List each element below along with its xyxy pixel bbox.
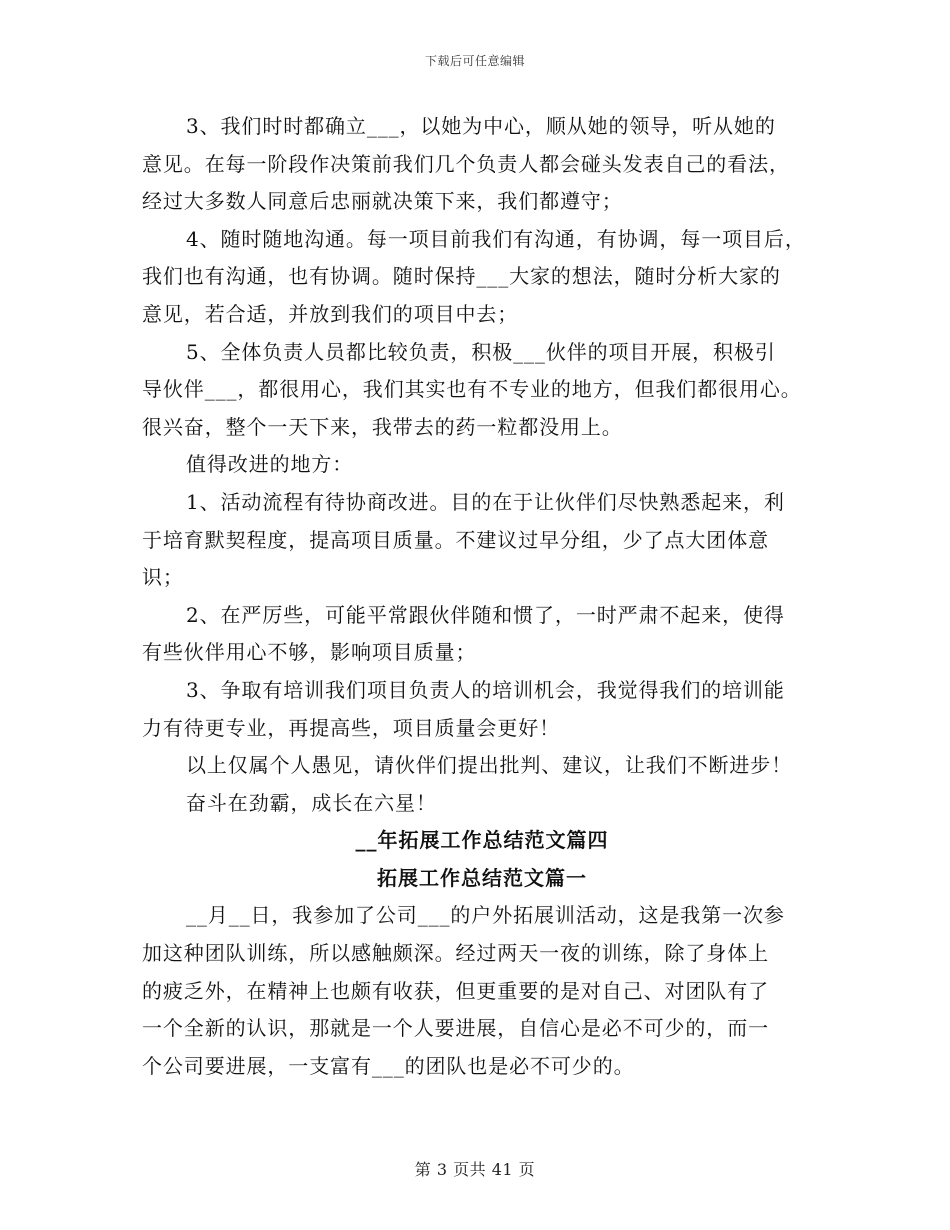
section-heading: __年拓展工作总结范文篇四 xyxy=(355,828,609,853)
text-line: 一个全新的认识，那就是一个人要进展，自信心是必不可少的，而一 xyxy=(142,1016,769,1041)
text-line: 奋斗在劲霸，成长在六星！ xyxy=(186,790,437,815)
text-line: 于培育默契程度，提高项目质量。不建议过早分组，少了点大团体意 xyxy=(142,527,769,552)
text-line: 导伙伴___，都很用心，我们其实也有不专业的地方，但我们都很用心。 xyxy=(142,377,802,402)
text-line: 经过大多数人同意后忠丽就决策下来，我们都遵守； xyxy=(142,189,623,214)
text-line: 个公司要进展，一支富有___的团队也是必不可少的。 xyxy=(142,1053,635,1078)
text-line: 5、全体负责人员都比较负责，积极___伙伴的项目开展，积极引 xyxy=(186,339,776,364)
text-line: 值得改进的地方： xyxy=(186,452,354,477)
text-line: 1、活动流程有待协商改进。目的在于让伙伴们尽快熟悉起来，利 xyxy=(186,489,785,514)
text-line: 意见，若合适，并放到我们的项目中去； xyxy=(142,301,519,326)
text-line: 识； xyxy=(142,565,184,590)
text-line: 3、我们时时都确立___，以她为中心，顺从她的领导，听从她的 xyxy=(186,114,776,138)
paragraph-block-1 xyxy=(142,108,822,822)
document-body xyxy=(142,108,822,1085)
text-line: 加这种团队训练，所以感触颇深。经过两天一夜的训练，除了身体上 xyxy=(142,941,769,966)
section-subheading: 拓展工作总结范文篇一 xyxy=(377,865,587,890)
text-line: 4、随时随地沟通。每一项目前我们有沟通，有协调，每一项目后， xyxy=(186,226,806,251)
text-line: 3、争取有培训我们项目负责人的培训机会，我觉得我们的培训能 xyxy=(186,677,785,702)
text-line: 力有待更专业，再提高些，项目质量会更好！ xyxy=(142,715,560,740)
text-line: 意见。在每一阶段作决策前我们几个负责人都会碰头发表自己的看法， xyxy=(142,151,790,176)
text-line: 有些伙伴用心不够，影响项目质量； xyxy=(142,640,477,665)
page-footer: 第 3 页共 41 页 xyxy=(414,1160,536,1179)
paragraph-block-2 xyxy=(142,897,822,1085)
text-line: 以上仅属个人愚见，请伙伴们提出批判、建议，让我们不断进步！ xyxy=(186,753,793,778)
text-line: 2、在严厉些，可能平常跟伙伴随和惯了，一时严肃不起来，使得 xyxy=(186,602,785,627)
text-line: 很兴奋，整个一天下来，我带去的药一粒都没用上。 xyxy=(142,414,623,439)
page-header: 下载后可任意编辑 xyxy=(424,54,525,68)
text-line: 我们也有沟通，也有协调。随时保持___大家的想法，随时分析大家的 xyxy=(142,264,781,289)
text-line: 的疲乏外，在精神上也颇有收获，但更重要的是对自己、对团队有了 xyxy=(142,978,769,1003)
text-line: __月__日，我参加了公司___的户外拓展训活动，这是我第一次参 xyxy=(186,903,785,928)
